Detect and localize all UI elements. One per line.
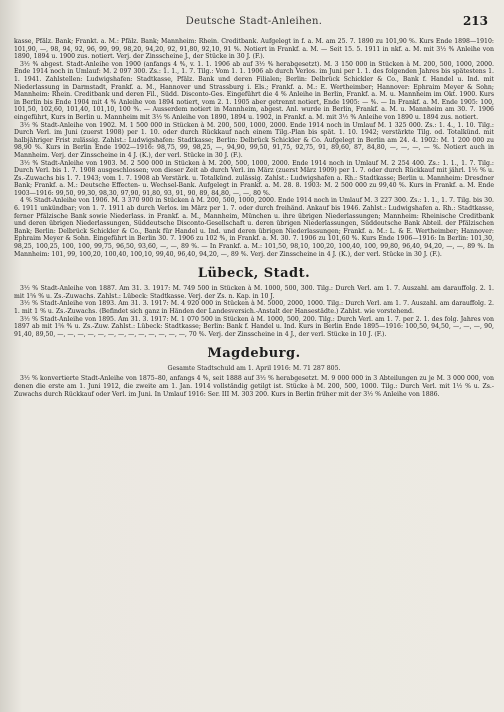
section-luebeck (14, 285, 494, 338)
page-header (14, 14, 494, 38)
section-heading-magdeburg: Magdeburg. (207, 346, 301, 362)
paragraph: 3½ % Stadt-Anleihe von 1895. Am 31. 3. 1917: M. 1 070 500 in Stücken à M. 1000, 500, 200. Tilg.: Durch Verl. am 1. 7. per 2. 1. des folg. Jahres von 1897 ab mit 1⅝ % u. Zs.-Zuw. Zahlst.: Lübeck: Stadtkasse; Berlin: Bank f. Handel u. Ind. Kurs in Berlin Ende 1895—1916: 100,50, 94,50, —, —, —, 90, 91,40, 89,50, —, —, —, —, —, —, —, —, —, —, —, —, —, 70 %. Verj. der Zinsscheine in 4 J., der verl. Stücke in 10 J. (F.). (14, 315, 494, 338)
page-number: 213 (462, 14, 488, 28)
paragraph: 4 % Stadt-Anleihe von 1906. M. 3 370 900 in Stücken à M. 200, 500, 1000, 2000. Ende 1914 noch in Umlauf M. 3 227 300. Zs.: 1. 1., 1. 7. Tilg. bis 30. 6. 1911 unkündbar; von 1. 7. 1911 ab durch Verlos. im März per 1. 7. oder durch freihänd. Ankauf bis 1946. Zahlst.: Ludwigshafen a. Rh.: Stadtkasse, ferner Pfälzische Bank sowie Niederlass. in Frankf. a. M., Mannheim, München u. ihre übrigen Niederlassungen; Mannheim: Rheinische Creditbank und deren übrigen Niederlassungen, Süddeutsche Disconto-Gesellschaft u. deren übrigen Niederlassungen, Süddeutsche Bank Abteil. der Pfälzischen Bank; Berlin: Delbrück Schickler & Co., Bank für Handel u. Ind. und deren übrigen Niederlassungen; Frankf. a. M.: L. & E. Wertheimber; Hannover: Ephraim Meyer & Sohn. Eingeführt in Berlin 30. 7. 1906 zu 102 %, in Frankf. a. M. 30. 7. 1906 zu 101,60 %. Kurs Ende 1906—1916: In Berlin: 101,30, 98,25, 100,25, 100, 100, 99,75, 96,50, 93,60, —, —, 89 %. — In Frankf. a. M.: 101,50, 98,10, 100,20, 100,40, 100, 99,80, 96,40, 94,20, —, —, 89 %. In Mannheim: 101, 99, 100,20, 100,40, 100,10, 99,40, 96,40, 94,20, —, 89 %. Verj. der Zinsscheine in 4 J. (K.), der verl. Stücke in 30 J. (F.). (14, 197, 494, 258)
total-debt-line: Gesamte Stadtschuld am 1. April 1916: M. 71 287 805. (167, 365, 341, 373)
paragraph: 3½ % Stadt-Anleihe von 1903. M. 2 500 000 in Stücken à M. 200, 500, 1000, 2000. Ende 1914 noch in Umlauf M. 2 254 400. Zs.: 1. 1., 1. 7. Tilg.: Durch Verl. bis 1. 7. 1908 ausgeschlossen; von dieser Zeit ab durch Verl. im März (zuerst März 1909) per 1. 7. oder durch Rückkauf mit jährl. 1½ % u. Zs.-Zuwachs bis 1. 7. 1943; vom 1. 7. 1908 ab Verstärk. u. Totalkünd. zulässig. Zahlst.: Ludwigshafen a. Rh.: Stadtkasse; Berlin u. Mannheim: Dresdner Bank; Frankf. a. M.: Deutsche Effecten- u. Wechsel-Bank. Aufgelegt in Frankf. a. M. 28. 8. 1903: M. 2 500 000 zu 99,40 %. Kurs in Frankf. a. M. Ende 1903—1916: 99,50, 99,30, 98,30, 97,90, 91,80, 93, 91, 90, 89, 84,80, —, —, 80 %. (14, 159, 494, 197)
section-magdeburg (14, 375, 494, 398)
paragraph: kasse, Pfälz. Bank; Frankt. a. M.: Pfälz. Bank; Mannheim: Rhein. Creditbank. Aufgelegt in f. a. M. am 25. 7. 1890 zu 101,90 %. Kurs Ende 1898—1910: 101,90, —, 98, 94, 92, 96, 99, 99, 98,20, 94,20, 92, 91,80, 92,10, 91 %. Notiert in Frankf. a. M. — Seit 15. 5. 1911 in nkf. a. M. mit 3½ % Anleihe von 1890, 1894 u. 1900 zus. notiert. Verj. der Zinsscheine J., der Stücke in 30 J. (F.). (14, 38, 494, 61)
section-continuation (14, 38, 494, 258)
paragraph: 3½ % abgest. Stadt-Anleihe von 1900 (anfangs 4 %, v. 1. 1. 1906 ab auf 3½ % herabgesetzt). M. 3 150 000 in Stücken à M. 200, 500, 1000, 2000. Ende 1914 noch in Umlauf: M. 2 097 300. Zs.: 1. 1., 1. 7. Tilg.: Vom 1. 1. 1906 ab durch Verlos. im Juni per 1. 1. des folgenden Jahres bis spätestens 1. 1. 1941. Zahlstellen: Ludwigshafen: Stadtkasse, Pfälz. Bank und deren Filialen; Berlin: Delbrück Schickler & Co., Bank f. Handel u. Ind. mit Niederlassung in Darmstadt, Frankf. a. M., Hannover und Strassburg i. Els.; Frankf. a. M.: E. Wertheimber; Hannover: Ephraim Meyer & Sohn; Mannheim: Rhein. Creditbank und deren Fil., Südd. Disconto-Ges. Eingeführt die 4 % Anleihe in Berlin, Frankf. a. M. u. Mannheim im Okt. 1900. Kurs in Berlin bis Ende 1904 mit 4 % Anleihe von 1894 notiert, vom 2. 1. 1905 aber getrennt notiert, Ende 1905: — %. — In Frankf. a. M. Ende 1905: 100, 101,50, 102,60, 101,40, 101,10, 100 %. — Ausserdem notiert in Mannheim, abgest. Anl. wurde in Berlin, Frankf. a. M. u. Mannheim am 30. 7. 1906 eingeführt, Kurs in Berlin u. Mannheim mit 3½ % Anleihe von 1890, 1894 u. 1902, in Frankf. a. M. mit 3½ % Anleihe von 1890 u. 1894 zus. notiert. (14, 60, 494, 121)
running-title: Deutsche Stadt-Anleihen. (185, 16, 323, 27)
section-heading-luebeck: Lübeck, Stadt. (197, 266, 311, 282)
paragraph: 3½ % Stadt-Anleihe von 1893. Am 31. 3. 1917: M. 4 920 000 in Stücken à M. 5000, 2000, 1000. Tilg.: Durch Verl. am 1. 7. Auszahl. am darauffolg. 2. 1. mit 1 % u. Zs.-Zuwachs. (Befindet sich ganz in Händen der Landesversich.-Anstalt der Hansestädte.) Zahlst. wie vorstehend. (14, 300, 494, 315)
paragraph: 3½ % konvertierte Stadt-Anleihe von 1875–80, anfangs 4 %, seit 1888 auf 3½ % herabgesetzt. M. 9 000 000 in 3 Abteilungen zu je M. 3 000 000, von denen die erste am 1. Juni 1912, die zweite am 1. Jan. 1914 vollständig getilgt ist. Stücke à M. 200, 500, 1000. Tilg.: Durch Verl. mit 1½ % u. Zs.-Zuwachs durch Rückkauf oder Verl. im Juni. In Umlauf 1916: Ser. III M. 303 200. Kurs in Berlin früher mit der 3½ % Anleihe von 1886. (14, 375, 494, 398)
paragraph: 3½ % Stadt-Anleihe von 1887. Am 31. 3. 1917: M. 749 500 in Stücken à M. 1000, 500, 300. Tilg.: Durch Verl. am 1. 7. Auszahl. am darauffolg. 2. 1. mit 1⅝ % u. Zs.-Zuwachs. Zahlst.: Lübeck: Stadtkasse. Verj. der Zs. n. Kap. in 10 J. (14, 285, 494, 300)
paragraph: 3½ % Stadt-Anleihe von 1902. M. 1 500 000 in Stücken à M. 200, 500, 1000, 2000. Ende 1914 noch in Umlauf M. 1 325 000. Zs.: 1. 4., 1. 10. Tilg.: Durch Verl. im Juni (zuerst 1908) per 1. 10. oder durch Rückkauf nach einem Tilg.-Plan bis spät. 1. 10. 1942; verstärkte Tilg. od. Totalkünd. mit halbjähriger Frist zulässig. Zahlst.: Ludwigshafen: Stadtkasse; Berlin: Delbrück Schickler & Co. Aufgelegt in Berlin am 24. 4. 1902: M. 1 200 000 zu 98,90 %. Kurs in Berlin Ende 1902—1916: 98,75, 99, 98,25, —, 94,90, 99,50, 91,75, 92,75, 91, 89,60, 87, 84,80, —, —, —, — %. Notiert auch in Mannheim. Verj. der Zinsscheine in 4 J. (K.), der verl. Stücke in 30 J. (F.). (14, 121, 494, 159)
